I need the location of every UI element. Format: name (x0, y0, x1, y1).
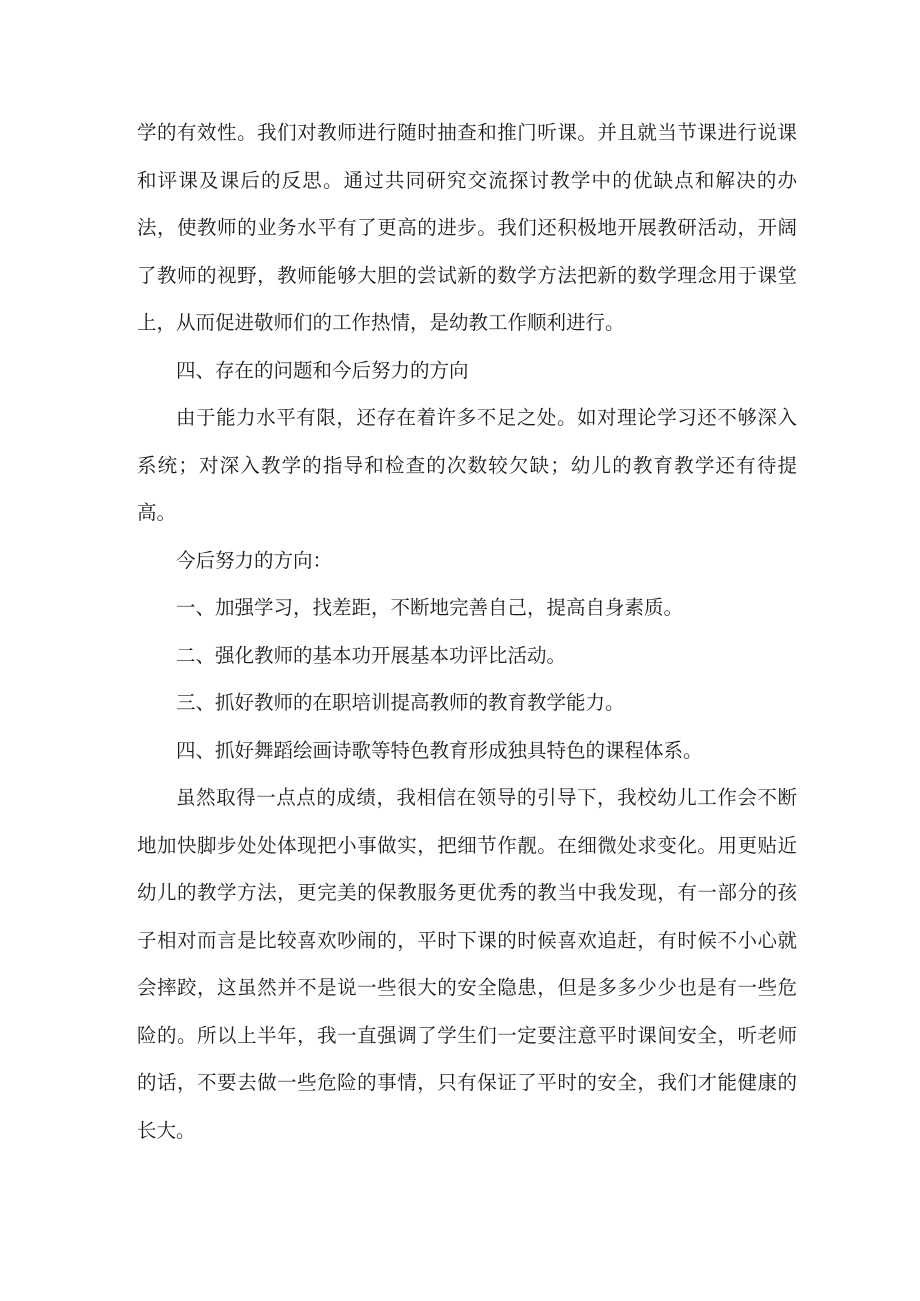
document-body (137, 109, 797, 1154)
section-heading-problems-and-direction: 四、存在的问题和今后努力的方向 (176, 358, 469, 382)
paragraph-teaching-effectiveness: 学的有效性。我们对教师进行随时抽查和推门听课。并且就当节课进行说课和评课及课后的反思。通过共同研究交流探讨教学中的优缺点和解决的办法，使教师的业务水平有了更高的进步。我们还积极地开展教研活动，开阔了教师的视野，教师能够大胆的尝试新的数学方法把新的数学理念用于课堂上，从而促进敬师们的工作热情，是幼教工作顺利进行。 (137, 121, 797, 334)
list-item-special-curriculum: 四、抓好舞蹈绘画诗歌等特色教育形成独具特色的课程体系。 (176, 738, 703, 762)
list-item-in-service-training: 三、抓好教师的在职培训提高教师的教育教学能力。 (176, 691, 625, 714)
paragraph-shortcomings: 由于能力水平有限，还存在着许多不足之处。如对理论学习还不够深入系统；对深入教学的指导和检查的次数较欠缺；幼儿的教育教学还有待提高。 (137, 406, 797, 524)
paragraph-future-direction-heading: 今后努力的方向： (176, 548, 333, 572)
list-item-basic-skills: 二、强化教师的基本功开展基本功评比活动。 (176, 643, 567, 667)
list-item-strengthen-learning: 一、加强学习，找差距，不断地完善自己，提高自身素质。 (176, 596, 684, 619)
paragraph-conclusion-safety: 虽然取得一点点的成绩，我相信在领导的引导下，我校幼儿工作会不断地加快脚步处处体现把小事做实，把细节作靓。在细微处求变化。用更贴近幼儿的教学方法，更完美的保教服务更优秀的教当中我发现，有一部分的孩子相对而言是比较喜欢吵闹的，平时下课的时候喜欢追赶，有时候不小心就会摔跤，这虽然并不是说一些很大的安全隐患，但是多多少少也是有一些危险的。所以上半年，我一直强调了学生们一定要注意平时课间安全，听老师的话，不要去做一些危险的事情，只有保证了平时的安全，我们才能健康的长大。 (137, 786, 797, 1142)
